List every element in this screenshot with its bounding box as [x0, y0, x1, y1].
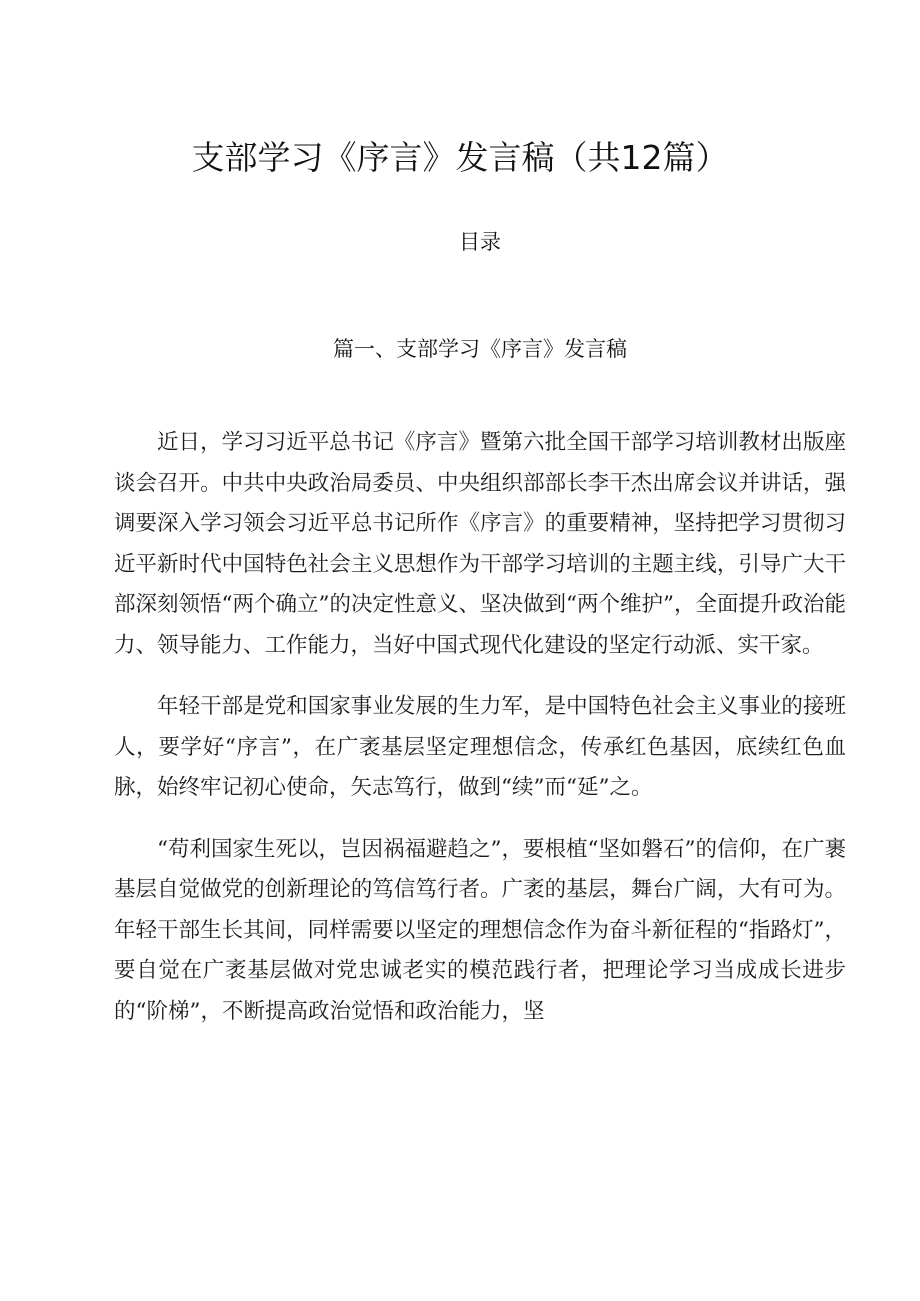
- paragraph-3: “苟利国家生死以，岂因祸福避趋之”，要根植“坚如磐石”的信仰，在广裹基层自觉做党的创新理论的笃信笃行者。广袤的基层，舞台广阔，大有可为。年轻干部生长其间，同样需要以坚定的理想信念作为奋斗新征程的“指路灯”，要自觉在广袤基层做对党忠诚老实的模范践行者，把理论学习当成成长进步的“阶梯”，不断提高政治觉悟和政治能力，坚: [114, 836, 846, 1024]
- paragraph-2: 年轻干部是党和国家事业发展的生力军，是中国特色社会主义事业的接班人，要学好“序言”，在广袤基层坚定理想信念，传承红色基因，底续红色血脉，始终牢记初心使命，矢志笃行，做到“续”而“延”之。: [114, 694, 846, 800]
- document-body: [114, 423, 846, 1053]
- toc-heading: 目录: [459, 230, 501, 254]
- document-title: 支部学习《序言》发言稿（共12篇）: [191, 138, 729, 177]
- section-heading: 篇一、支部学习《序言》发言稿: [333, 337, 627, 361]
- paragraph-1: 近日，学习习近平总书记《序言》暨第六批全国干部学习培训教材出版座谈会召开。中共中央政治局委员、中央组织部部长李干杰出席会议并讲话，强调要深入学习领会习近平总书记所作《序言》的重要精神，坚持把学习贯彻习近平新时代中国特色社会主义思想作为干部学习培训的主题主线，引导广大干部深刻领悟“两个确立”的决定性意义、坚决做到“两个维护”，全面提升政治能力、领导能力、工作能力，当好中国式现代化建设的坚定行动派、实干家。: [114, 430, 846, 658]
